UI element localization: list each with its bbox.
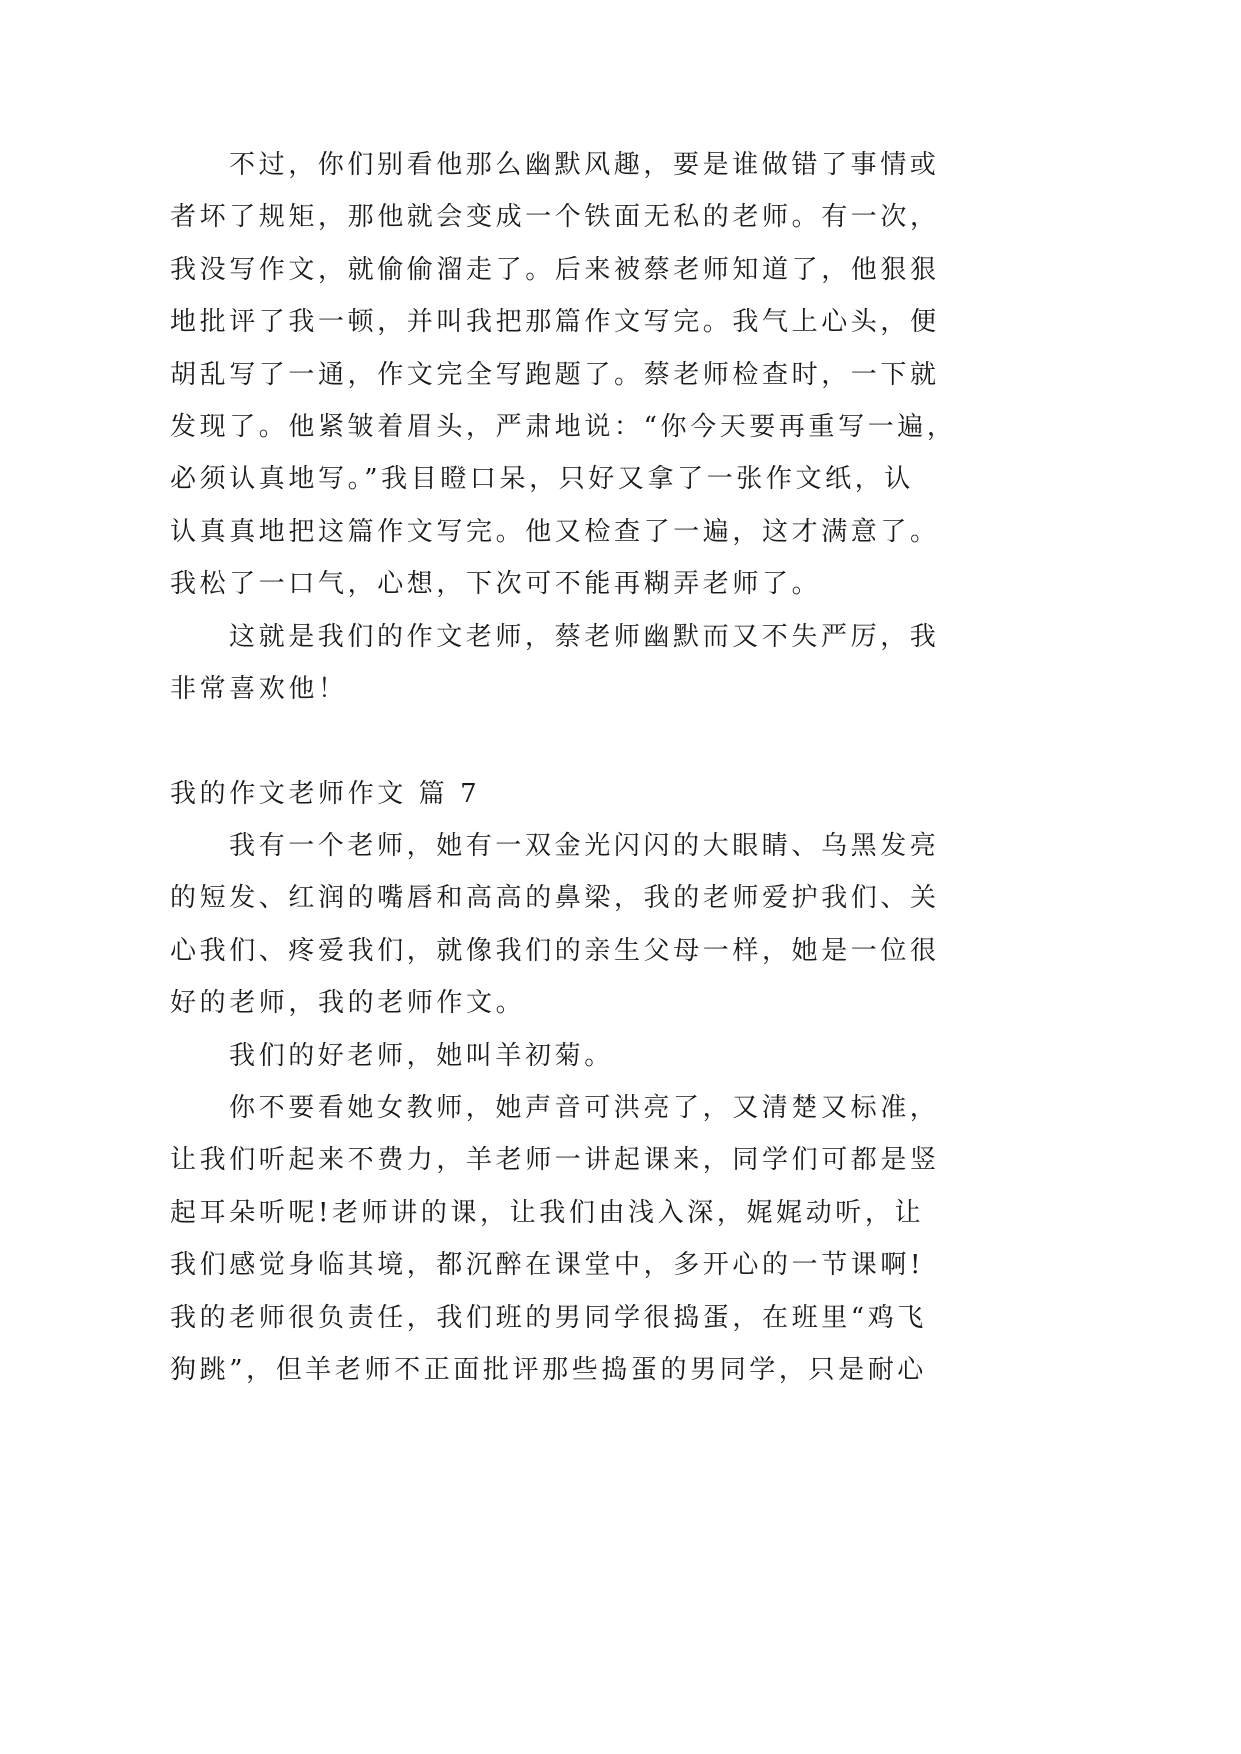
- text-line: 认真真地把这篇作文写完。他又检查了一遍，这才满意了。: [170, 516, 940, 547]
- paragraph: [170, 611, 970, 716]
- text-line: 地批评了我一顿，并叫我把那篇作文写完。我气上心头，便: [170, 307, 940, 338]
- text-line: 我的老师很负责任，我们班的男同学很捣蛋，在班里“鸡飞: [170, 1302, 927, 1333]
- document-body: [170, 139, 970, 1396]
- text-line: 发现了。他紧皱着眉头，严肃地说：“你今天要再重写一遍，: [170, 411, 957, 442]
- text-line: 狗跳”，但羊老师不正面批评那些捣蛋的男同学，只是耐心: [170, 1354, 927, 1385]
- text-line: 胡乱写了一通，作文完全写跑题了。蔡老师检查时，一下就: [170, 359, 940, 390]
- text-line: 者坏了规矩，那他就会变成一个铁面无私的老师。有一次，: [170, 202, 940, 233]
- text-line: 心我们、疼爱我们，就像我们的亲生父母一样，她是一位很: [170, 935, 940, 966]
- text-line: 我们感觉身临其境，都沉醉在课堂中，多开心的一节课啊!: [170, 1250, 925, 1281]
- text-line: 我没写作文，就偷偷溜走了。后来被蔡老师知道了，他狠狠: [170, 254, 940, 285]
- text-line: 非常喜欢他！: [170, 673, 348, 704]
- text-line: 我有一个老师，她有一双金光闪闪的大眼睛、乌黑发亮: [229, 831, 940, 862]
- text-line: 必须认真地写。”我目瞪口呆，只好又拿了一张作文纸，认: [170, 464, 914, 495]
- blank-line: [170, 715, 970, 767]
- text-line: 我们的好老师，她叫羊初菊。: [229, 1040, 614, 1071]
- text-line: 这就是我们的作文老师，蔡老师幽默而又不失严厉，我: [229, 621, 940, 652]
- text-line: 的短发、红润的嘴唇和高高的鼻梁，我的老师爱护我们、关: [170, 883, 940, 914]
- text-line: 你不要看她女教师，她声音可洪亮了，又清楚又标准，: [229, 1093, 940, 1124]
- paragraph: [170, 1082, 970, 1396]
- section-heading: 我的作文老师作文 篇 7: [170, 778, 481, 809]
- text-line: 好的老师，我的老师作文。: [170, 988, 526, 1019]
- paragraph: [170, 1030, 970, 1082]
- text-line: 不过，你们别看他那么幽默风趣，要是谁做错了事情或: [229, 150, 940, 180]
- paragraph: [170, 820, 970, 1030]
- text-line: 起耳朵听呢!老师讲的课，让我们由浅入深，娓娓动听，让: [170, 1197, 925, 1228]
- text-line: 让我们听起来不费力，羊老师一讲起课来，同学们可都是竖: [170, 1145, 940, 1176]
- paragraph: [170, 139, 970, 611]
- text-line: 我松了一口气，心想，下次可不能再糊弄老师了。: [170, 569, 822, 600]
